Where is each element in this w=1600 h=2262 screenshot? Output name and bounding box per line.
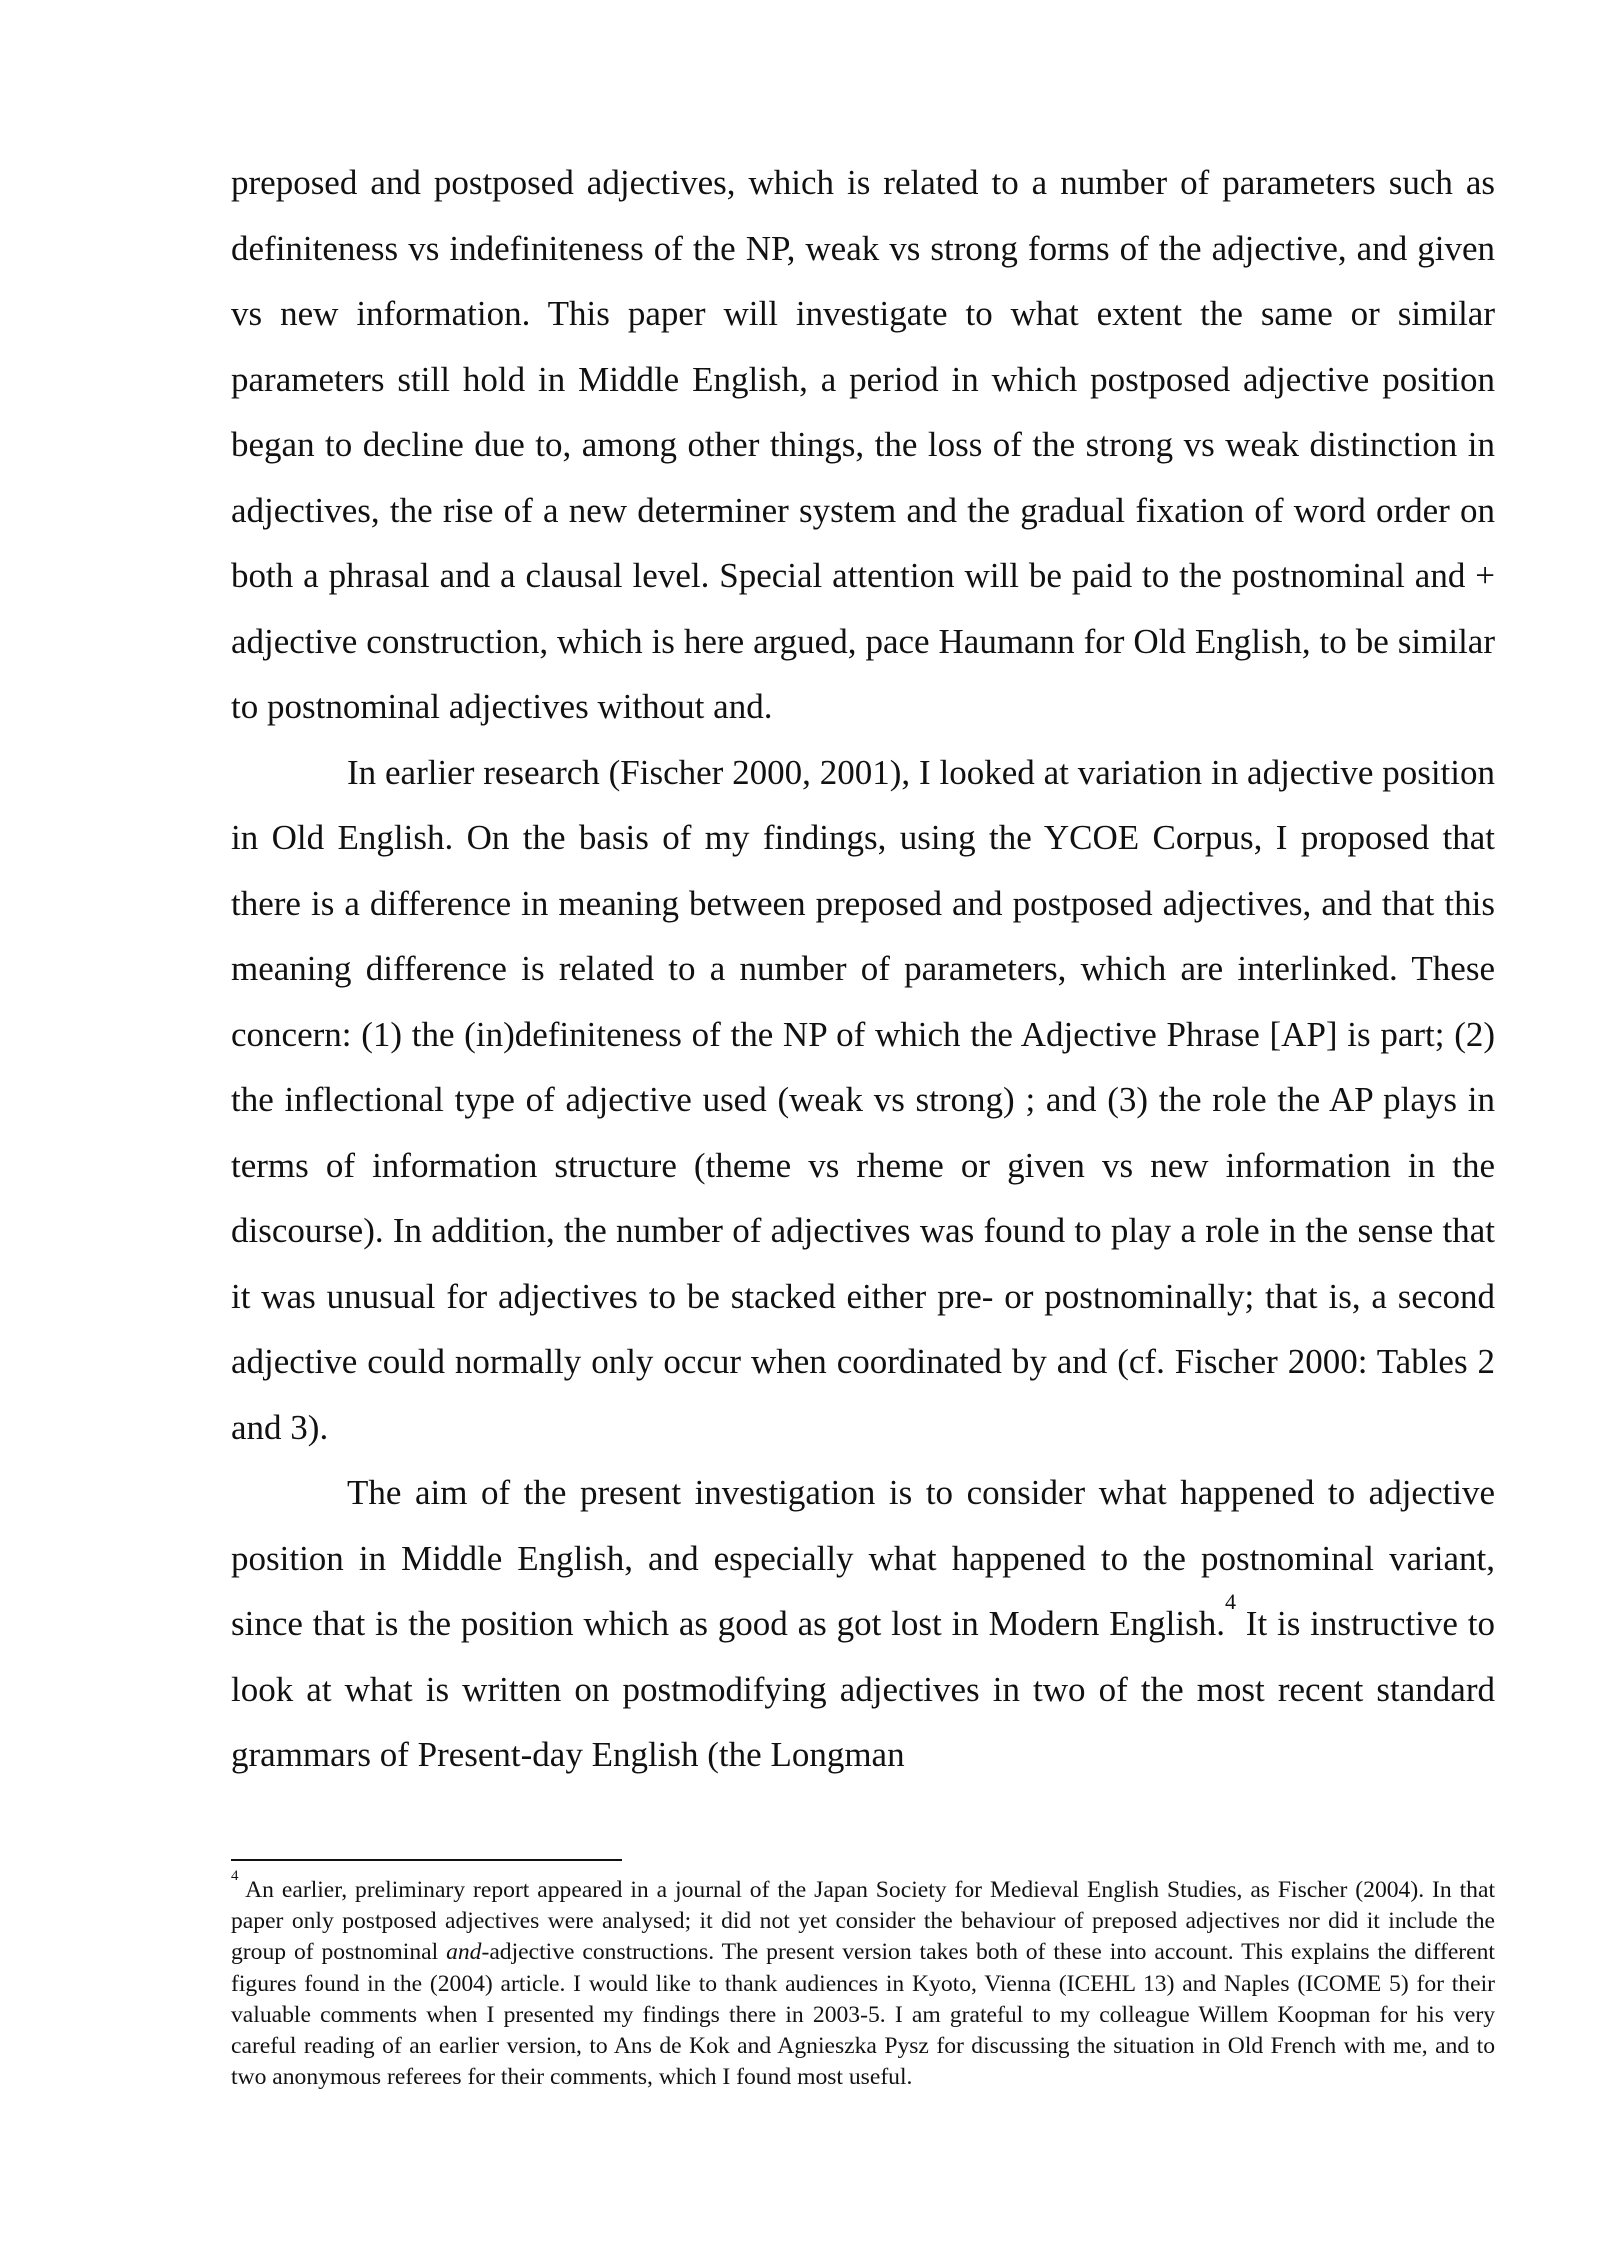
footnote-text-end: -adjective constructions. The present version takes both of these into account. This explains the different figures found in the (2004) article. I would like to thank audiences in Kyoto, Vienna (ICEHL 13) and Naples (ICOME 5) for their valuable comments when I presented my findings there in 2003-5. I am grateful to my colleague Willem Koopman for his very careful reading of an earlier version, to Ans de Kok and Agnieszka Pysz for discussing the situation in Old French with me, and to two anonymous referees for their comments, which I found most useful. (231, 1939, 1495, 2091)
footnote-text-start: An earlier, preliminary report appeared in a journal of the Japan Society for Medieval English Studies, as Fischer (2004). In that paper only postposed adjectives were analysed; it did not yet consider the behaviour of preposed adjectives nor did it include the group of postnominal (231, 1877, 1495, 1966)
footnote-separator (231, 1859, 622, 1861)
footnote-italic-term: and (446, 1939, 482, 1966)
paragraph-2: In earlier research (Fischer 2000, 2001), I looked at variation in adjective position in Old English. On the basis of my findings, using the YCOE Corpus, I proposed that there is a difference in meaning between preposed and postposed adjectives, and that this meaning difference is related to a number of parameters, which are interlinked. These concern: (1) the (in)definiteness of the NP of which the Adjective Phrase [AP] is part; (2) the inflectional type of adjective used (weak vs strong) ; and (3) the role the AP plays in terms of information structure (theme vs rheme or given vs new information in the discourse). In addition, the number of adjectives was found to play a role in the sense that it was unusual for adjectives to be stacked either pre- or postnominally; that is, a second adjective could normally only occur when coordinated by and (cf. Fischer 2000: Tables 2 and 3). (231, 752, 1495, 1447)
footnote-number: 4 (231, 1868, 239, 1885)
paragraph-3-text-end: It is instructive to look at what is written on postmodifying adjectives in two of the most recent standard grammars of Present-day English (the Longman (231, 1604, 1495, 1774)
paragraph-3 (231, 1460, 1495, 1788)
body-text (231, 150, 1495, 1788)
paragraph-1: preposed and postposed adjectives, which is related to a number of parameters such as definiteness vs indefiniteness of the NP, weak vs strong forms of the adjective, and given vs new information. This paper will investigate to what extent the same or similar parameters still hold in Middle English, a period in which postposed adjective position began to decline due to, among other things, the loss of the strong vs weak distinction in adjectives, the rise of a new determiner system and the gradual fixation of word order on both a phrasal and a clausal level. Special attention will be paid to the postnominal and + adjective construction, which is here argued, pace Haumann for Old English, to be similar to postnominal adjectives without and. (231, 163, 1495, 726)
footnote-reference: 4 (1224, 1589, 1236, 1615)
paragraph-3-text-start: The aim of the present investigation is to consider what happened to adjective position in Middle English, and especially what happened to the postnominal variant, since that is the position which as good as got lost in Modern English. (231, 1473, 1495, 1643)
footnote-4 (231, 1868, 1495, 2093)
